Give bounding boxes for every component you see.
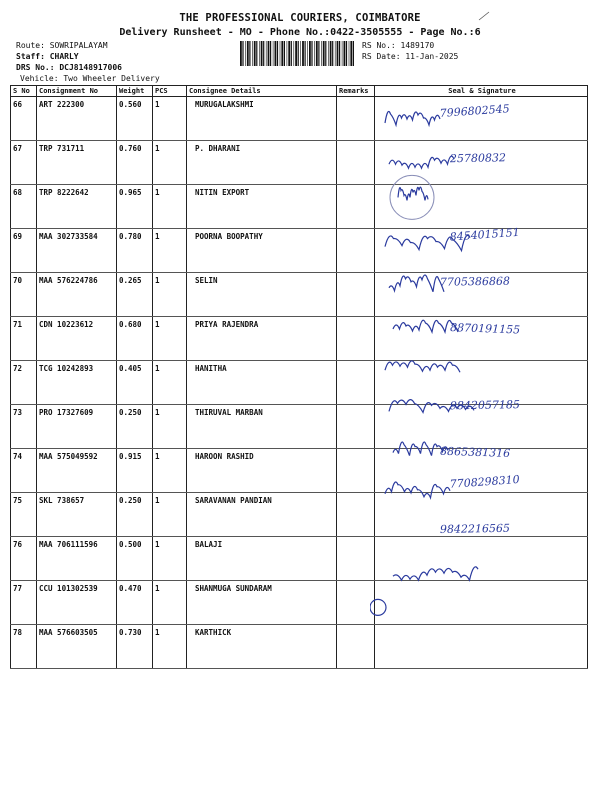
route-label: Route: SOWRIPALAYAM bbox=[16, 41, 108, 50]
cell-consignee: HAROON RASHID bbox=[187, 449, 337, 493]
cell-sno: 75 bbox=[11, 493, 37, 537]
cell-weight: 0.915 bbox=[117, 449, 153, 493]
table-row bbox=[11, 229, 588, 273]
cell-pcs: 1 bbox=[153, 449, 187, 493]
cell-seal-signature bbox=[375, 405, 588, 449]
cell-sno: 71 bbox=[11, 317, 37, 361]
cell-consignee: NITIN EXPORT bbox=[187, 185, 337, 229]
runsheet-subtitle: Delivery Runsheet - MO - Phone No.:0422-3505555 - Page No.:6 bbox=[119, 27, 481, 38]
table-row bbox=[11, 537, 588, 581]
col-consignment: Consignment No bbox=[37, 86, 117, 97]
cell-consignment: TCG 10242893 bbox=[37, 361, 117, 405]
runsheet-table-container bbox=[10, 85, 587, 637]
cell-weight: 0.250 bbox=[117, 405, 153, 449]
cell-consignment: MAA 706111596 bbox=[37, 537, 117, 581]
cell-consignment: MAA 575049592 bbox=[37, 449, 117, 493]
cell-consignment: MAA 576224786 bbox=[37, 273, 117, 317]
col-consignee: Consignee Details bbox=[187, 86, 337, 97]
cell-consignment: PRO 17327609 bbox=[37, 405, 117, 449]
cell-remarks bbox=[337, 581, 375, 625]
cell-pcs: 1 bbox=[153, 229, 187, 273]
cell-weight: 0.405 bbox=[117, 361, 153, 405]
cell-seal-signature bbox=[375, 537, 588, 581]
col-pcs: PCS bbox=[153, 86, 187, 97]
cell-pcs: 1 bbox=[153, 141, 187, 185]
signature-digits: 8865381316 bbox=[439, 444, 511, 461]
barcode-icon bbox=[240, 41, 355, 66]
table-row bbox=[11, 273, 588, 317]
cell-consignment: MAA 576603505 bbox=[37, 625, 117, 669]
staff-label: Staff: CHARLY bbox=[16, 52, 79, 61]
col-sno: S No bbox=[11, 86, 37, 97]
table-row bbox=[11, 493, 588, 537]
signature-digits: 8870191155 bbox=[449, 321, 521, 337]
cell-consignee: BALAJI bbox=[187, 537, 337, 581]
cell-weight: 0.730 bbox=[117, 625, 153, 669]
cell-consignment: CDN 10223612 bbox=[37, 317, 117, 361]
cell-sno: 70 bbox=[11, 273, 37, 317]
rs-date: RS Date: 11-Jan-2025 bbox=[362, 52, 459, 61]
cell-remarks bbox=[337, 273, 375, 317]
cell-pcs: 1 bbox=[153, 625, 187, 669]
cell-remarks bbox=[337, 537, 375, 581]
cell-weight: 0.265 bbox=[117, 273, 153, 317]
table-row bbox=[11, 361, 588, 405]
cell-remarks bbox=[337, 449, 375, 493]
cell-remarks bbox=[337, 185, 375, 229]
cell-remarks bbox=[337, 97, 375, 141]
cell-seal-signature bbox=[375, 141, 588, 185]
cell-pcs: 1 bbox=[153, 493, 187, 537]
runsheet-table bbox=[10, 85, 588, 669]
cell-sno: 73 bbox=[11, 405, 37, 449]
cell-pcs: 1 bbox=[153, 185, 187, 229]
cell-weight: 0.560 bbox=[117, 97, 153, 141]
cell-consignee: POORNA BOOPATHY bbox=[187, 229, 337, 273]
cell-remarks bbox=[337, 493, 375, 537]
cell-sno: 66 bbox=[11, 97, 37, 141]
cell-sno: 77 bbox=[11, 581, 37, 625]
cell-remarks bbox=[337, 317, 375, 361]
cell-sno: 69 bbox=[11, 229, 37, 273]
cell-weight: 0.680 bbox=[117, 317, 153, 361]
cell-remarks bbox=[337, 229, 375, 273]
table-row bbox=[11, 185, 588, 229]
table-row bbox=[11, 449, 588, 493]
table-row bbox=[11, 625, 588, 669]
cell-sno: 72 bbox=[11, 361, 37, 405]
table-row bbox=[11, 97, 588, 141]
cell-consignee: SARAVANAN PANDIAN bbox=[187, 493, 337, 537]
col-weight: Weight bbox=[117, 86, 153, 97]
cell-sno: 68 bbox=[11, 185, 37, 229]
cell-consignee: THIRUVAL MARBAN bbox=[187, 405, 337, 449]
cell-weight: 0.780 bbox=[117, 229, 153, 273]
signature-digits: 7705386868 bbox=[439, 274, 511, 289]
cell-seal-signature bbox=[375, 625, 588, 669]
cell-consignment: TRP 8222642 bbox=[37, 185, 117, 229]
cell-pcs: 1 bbox=[153, 97, 187, 141]
cell-remarks bbox=[337, 625, 375, 669]
cell-seal-signature bbox=[375, 449, 588, 493]
cell-seal-signature bbox=[375, 493, 588, 537]
cell-sno: 76 bbox=[11, 537, 37, 581]
signature-digits: 9842057185 bbox=[449, 398, 521, 413]
cell-consignment: TRP 731711 bbox=[37, 141, 117, 185]
cell-pcs: 1 bbox=[153, 581, 187, 625]
cell-remarks bbox=[337, 141, 375, 185]
table-header-row bbox=[11, 86, 588, 97]
cell-consignment: MAA 302733584 bbox=[37, 229, 117, 273]
vehicle-label: Vehicle: Two Wheeler Delivery bbox=[20, 74, 160, 83]
table-row bbox=[11, 317, 588, 361]
cell-consignment: CCU 101302539 bbox=[37, 581, 117, 625]
col-remarks: Remarks bbox=[337, 86, 375, 97]
cell-remarks bbox=[337, 405, 375, 449]
cell-pcs: 1 bbox=[153, 537, 187, 581]
signature-digits: 9842216565 bbox=[439, 521, 511, 536]
cell-seal-signature bbox=[375, 185, 588, 229]
table-row bbox=[11, 405, 588, 449]
rs-number: RS No.: 1489170 bbox=[362, 41, 435, 50]
cell-seal-signature bbox=[375, 229, 588, 273]
cell-weight: 0.500 bbox=[117, 537, 153, 581]
cell-sno: 67 bbox=[11, 141, 37, 185]
cell-consignee: HANITHA bbox=[187, 361, 337, 405]
cell-pcs: 1 bbox=[153, 361, 187, 405]
cell-pcs: 1 bbox=[153, 273, 187, 317]
cell-weight: 0.250 bbox=[117, 493, 153, 537]
cell-consignee: PRIYA RAJENDRA bbox=[187, 317, 337, 361]
cell-consignee: SELIN bbox=[187, 273, 337, 317]
signature-digits: 7708298310 bbox=[449, 472, 521, 491]
cell-weight: 0.760 bbox=[117, 141, 153, 185]
col-seal-signature: Seal & Signature bbox=[375, 86, 588, 97]
cell-sno: 78 bbox=[11, 625, 37, 669]
pen-mark-icon bbox=[478, 10, 490, 22]
cell-weight: 0.965 bbox=[117, 185, 153, 229]
cell-seal-signature bbox=[375, 317, 588, 361]
cell-sno: 74 bbox=[11, 449, 37, 493]
cell-consignee: MURUGALAKSHMI bbox=[187, 97, 337, 141]
cell-consignment: ART 222300 bbox=[37, 97, 117, 141]
table-row bbox=[11, 581, 588, 625]
cell-seal-signature bbox=[375, 581, 588, 625]
cell-seal-signature bbox=[375, 273, 588, 317]
cell-consignee: KARTHICK bbox=[187, 625, 337, 669]
table-row bbox=[11, 141, 588, 185]
cell-pcs: 1 bbox=[153, 317, 187, 361]
signature-digits: 25780832 bbox=[449, 151, 507, 166]
signature-digits: 7996802545 bbox=[439, 102, 511, 120]
cell-pcs: 1 bbox=[153, 405, 187, 449]
company-title: THE PROFESSIONAL COURIERS, COIMBATORE bbox=[179, 12, 421, 24]
cell-seal-signature bbox=[375, 97, 588, 141]
cell-consignee: P. DHARANI bbox=[187, 141, 337, 185]
cell-remarks bbox=[337, 361, 375, 405]
cell-seal-signature bbox=[375, 361, 588, 405]
cell-weight: 0.470 bbox=[117, 581, 153, 625]
cell-consignee: SHANMUGA SUNDARAM bbox=[187, 581, 337, 625]
drs-number: DRS No.: DCJ8148917006 bbox=[16, 63, 122, 72]
cell-consignment: SKL 738657 bbox=[37, 493, 117, 537]
signature-digits: 8454015151 bbox=[449, 225, 521, 244]
